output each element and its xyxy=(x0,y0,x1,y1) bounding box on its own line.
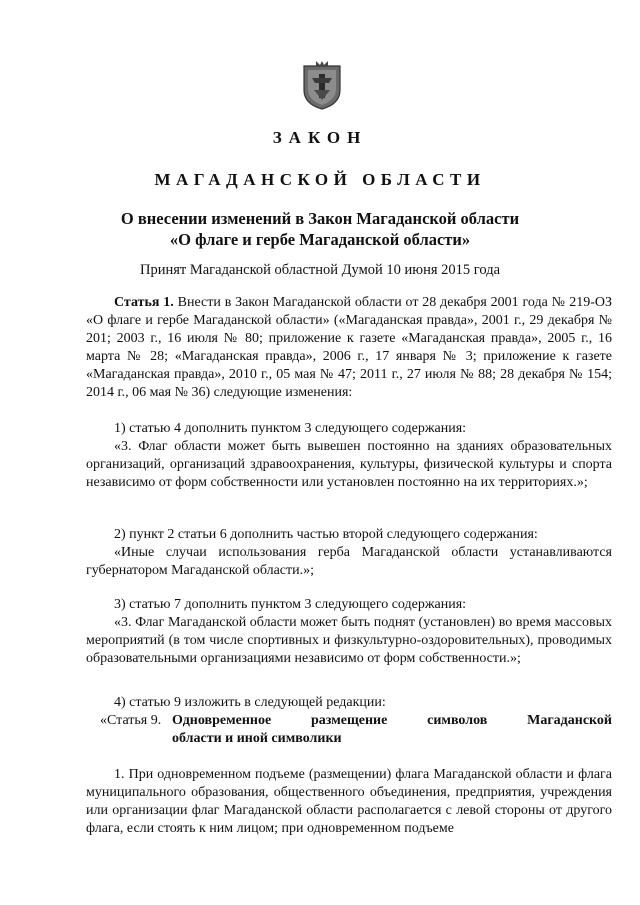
item-2-intro: 2) пункт 2 статьи 6 дополнить частью второй следующего содержания: xyxy=(114,527,538,542)
article-9-title-line-2: области и иной символики xyxy=(172,731,342,746)
article-9-title-line-1: Одновременное размещение символов Магаданской xyxy=(172,713,612,728)
item-3-intro: 3) статью 7 дополнить пунктом 3 следующего содержания: xyxy=(114,597,467,612)
article-9-title xyxy=(172,712,612,748)
region-heading: МАГАДАНСКОЙ ОБЛАСТИ xyxy=(154,170,486,189)
article-1-text: Внести в Закон Магаданской области от 28 декабря 2001 года № 219-ОЗ «О флаге и гербе Магаданской области» («Магаданская правда», 2001 г., 29 декабря № 201; 2003 г., 16 июля № 80; приложение к газете «Магаданская правда», 2005 г., 16 марта № 28; «Магаданская правда», 2006 г., 17 января № 3; приложение к газете «Магаданская правда», 2010 г., 05 мая № 47; 2011 г., 27 июля № 88; 28 декабря № 154; 2014 г., 06 мая № 36) следующие изменения: xyxy=(86,295,613,400)
article-9-point-1: 1. При одновременном подъеме (размещении) флага Магаданской области и флага муниципального образования, общественного объединения, предприятия, учреждения или организации флаг Магаданской области располагается с левой стороны от другого флага, если стоять к ним лицом; при одновременном подъеме xyxy=(86,767,612,836)
item-3-quote: «3. Флаг Магаданской области может быть поднят (установлен) во время массовых мероприятий (в том числе спортивных и физкультурно-оздоровительных), проводимых образовательными организациями независимо от форм собственности.»; xyxy=(86,615,612,666)
article-1-paragraph xyxy=(86,294,612,402)
subtitle-line-1: О внесении изменений в Закон Магаданской области xyxy=(120,209,520,228)
article-1-label: Статья 1. xyxy=(114,295,174,310)
item-1-intro: 1) статью 4 дополнить пунктом 3 следующего содержания: xyxy=(114,421,467,436)
article-9-label: «Статья 9. xyxy=(100,713,162,728)
law-subtitle xyxy=(60,208,580,250)
item-2-quote: «Иные случаи использования герба Магаданской области устанавливаются губернатором Магаданской области.»; xyxy=(86,545,612,578)
law-heading: ЗАКОН xyxy=(272,128,368,147)
item-1-quote: «3. Флаг области может быть вывешен постоянно на зданиях образовательных организаций, организаций здравоохранения, культуры, физической культуры и спорта независимо от форм собственности или установлен постоянно на их территориях.»; xyxy=(86,439,612,490)
adoption-date: Принят Магаданской областной Думой 10 июня 2015 года xyxy=(139,262,501,278)
subtitle-line-2: «О флаге и гербе Магаданской области» xyxy=(169,230,471,249)
coat-of-arms-emblem xyxy=(300,60,344,110)
item-4-intro: 4) статью 9 изложить в следующей редакции: xyxy=(114,695,386,710)
